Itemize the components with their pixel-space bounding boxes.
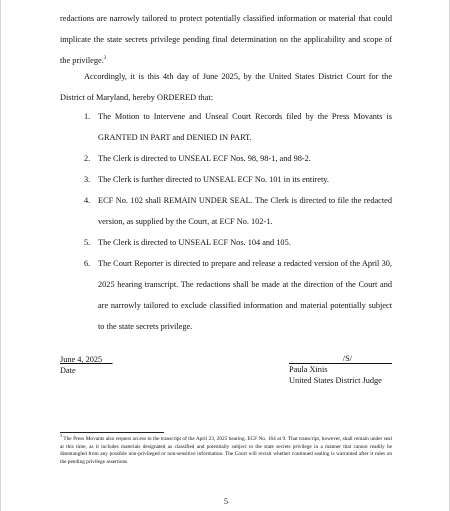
date-label: Date <box>60 366 76 375</box>
order-number: 2. <box>84 154 91 163</box>
judge-title: United States District Judge <box>289 376 382 385</box>
order-text: ECF No. 102 shall REMAIN UNDER SEAL. The Clerk is directed to file the redacted version, as supplied by the Court, at ECF No. 102-1. <box>98 196 392 226</box>
order-text: The Motion to Intervene and Unseal Court Records filed by the Press Movants is GRANTED IN PART and DENIED IN PART. <box>98 112 392 142</box>
order-number: 1. <box>84 112 91 121</box>
order-text: The Court Reporter is directed to prepare and release a redacted version of the April 30, 2025 hearing transcript. The redactions shall be made at the direction of the Court and are narrowly tailored to exclude classified information and material potentially subject to the state secrets privilege. <box>98 259 392 331</box>
order-item <box>60 148 392 169</box>
order-item <box>60 169 392 190</box>
signature-date: June 4, 2025 <box>60 355 103 364</box>
footnote-text: The Press Movants also request access to the transcript of the April 23, 2025 hearing. ECF No. 164 at 9. That transcript, however, shall remain under seal at this time, as it includes materials designated as classified and potentially subject to the state secrets privilege in a manner that cannot readily be disentangled from any possible non-privileged or non-sensitive information. The Court will revisit whether continued sealing is warranted after it rules on the pending privilege assertions. <box>60 436 393 465</box>
opening-paragraph-text: redactions are narrowly tailored to protect potentially classified information or material that could implicate the state secrets privilege pending final determination on the applicability and scope of the privilege. <box>60 14 392 65</box>
order-item <box>60 106 392 148</box>
signature-block <box>289 354 392 386</box>
order-number: 4. <box>84 196 91 205</box>
order-text: The Clerk is further directed to UNSEAL ECF No. 101 in its entirety. <box>98 175 329 184</box>
footnote-mark: 3 <box>60 433 62 439</box>
order-number: 3. <box>84 175 91 184</box>
order-number: 6. <box>84 259 91 268</box>
order-intro-paragraph: Accordingly, it is this 4th day of June 2025, by the United States District Court for the District of Maryland, hereby ORDERED that: <box>60 72 392 102</box>
orders-list <box>60 106 392 337</box>
date-block <box>60 354 113 376</box>
order-text: The Clerk is directed to UNSEAL ECF Nos. 104 and 105. <box>98 238 291 247</box>
order-text: The Clerk is directed to UNSEAL ECF Nos. 98, 98-1, and 98-2. <box>98 154 311 163</box>
footnote <box>60 433 393 466</box>
opening-paragraph <box>60 8 392 71</box>
order-number: 5. <box>84 238 91 247</box>
page-number: 5 <box>224 497 228 506</box>
order-item <box>60 232 392 253</box>
judge-name: Paula Xinis <box>289 365 328 374</box>
order-item <box>60 253 392 337</box>
footnote-reference: 3 <box>103 56 107 62</box>
order-item <box>60 190 392 232</box>
footnote-divider <box>60 432 164 433</box>
signature-mark: /S/ <box>289 354 392 364</box>
